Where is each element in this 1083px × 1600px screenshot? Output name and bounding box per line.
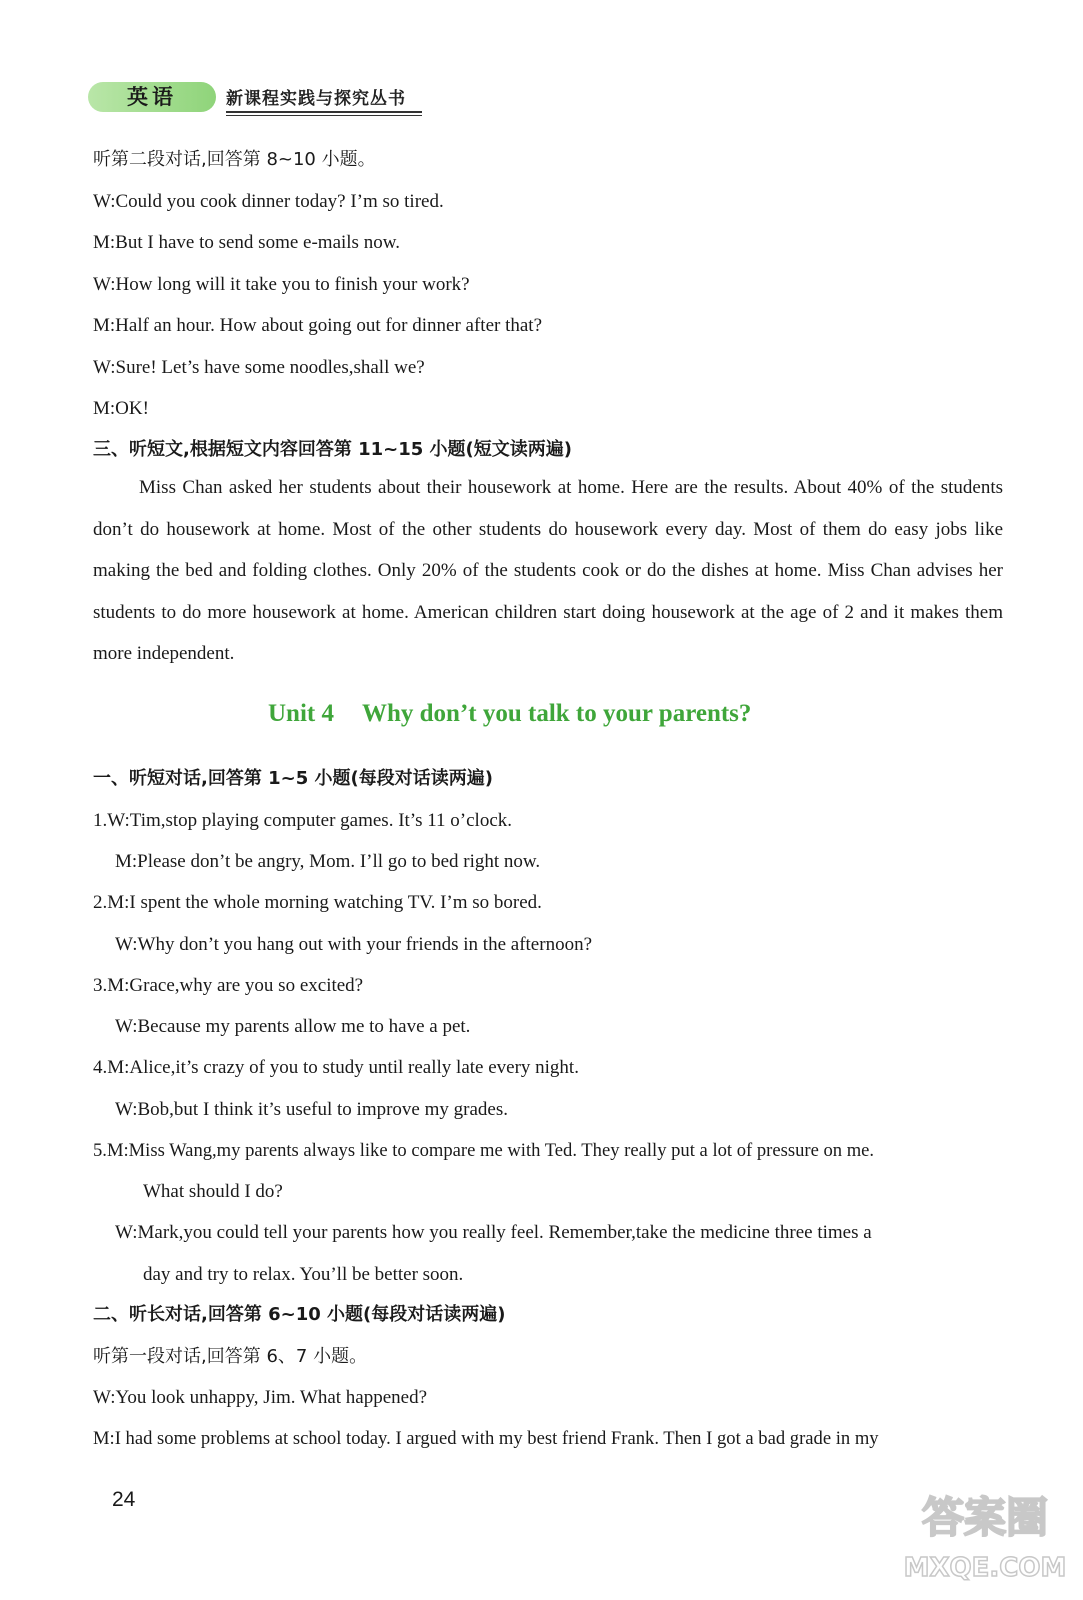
- dialogue-line: W:Mark,you could tell your parents how you really feel. Remember,take the medicine three times a: [115, 1222, 872, 1243]
- header-rule-thin: [226, 115, 422, 116]
- section-heading: 三、听短文,根据短文内容回答第 11~15 小题(短文读两遍): [93, 439, 573, 460]
- page-number: 24: [112, 1488, 136, 1511]
- dialogue-line: W:Because my parents allow me to have a pet.: [115, 1016, 471, 1037]
- header-rule: [226, 111, 422, 113]
- section-heading: 二、听长对话,回答第 6~10 小题(每段对话读两遍): [93, 1304, 506, 1325]
- passage: [93, 467, 1003, 675]
- dialogue-line: 2.M:I spent the whole morning watching TV. I’m so bored.: [93, 892, 542, 913]
- dialogue-line: 5.M:Miss Wang,my parents always like to compare me with Ted. They really put a lot of pressure on me.: [93, 1140, 875, 1161]
- dialogue-line: W:Why don’t you hang out with your friends in the afternoon?: [115, 934, 593, 955]
- subject-badge: 英语: [88, 82, 216, 112]
- unit-name: Why don’t you talk to your parents?: [361, 700, 752, 727]
- dialogue-line: W:Could you cook dinner today? I’m so tired.: [93, 191, 444, 212]
- dialogue-line: day and try to relax. You’ll be better soon.: [143, 1264, 464, 1285]
- dialogue-line: M:Please don’t be angry, Mom. I’ll go to bed right now.: [115, 851, 541, 872]
- passage-text: Miss Chan asked her students about their housework at home. Here are the results. About 40% of the students don’t do housework at home. Most of the other students do housework every day. Most of them do easy jobs like making the bed and folding clothes. Only 20% of the students cook or do the dishes at home. Miss Chan advises her students to do more housework at home. American children start doing housework at the age of 2 and it makes them more independent.: [93, 477, 1003, 664]
- section-instruction: 听第二段对话,回答第 8~10 小题。: [93, 149, 376, 170]
- dialogue-line: W:How long will it take you to finish your work?: [93, 274, 470, 295]
- dialogue-line: What should I do?: [143, 1181, 283, 1202]
- dialogue-line: M:OK!: [93, 398, 149, 419]
- series-title: 新课程实践与探究丛书: [226, 89, 406, 109]
- dialogue-line: M:Half an hour. How about going out for dinner after that?: [93, 315, 543, 336]
- dialogue-line: M:I had some problems at school today. I argued with my best friend Frank. Then I got a bad grade in my: [93, 1428, 879, 1449]
- dialogue-line: W:Sure! Let’s have some noodles,shall we?: [93, 357, 425, 378]
- dialogue-line: M:But I have to send some e-mails now.: [93, 232, 400, 253]
- watermark-text: 答案圈: [921, 1493, 1049, 1542]
- page-header: [88, 78, 428, 118]
- watermark-logo: [900, 1480, 1070, 1590]
- section-heading: 一、听短对话,回答第 1~5 小题(每段对话读两遍): [93, 768, 493, 789]
- dialogue-line: 1.W:Tim,stop playing computer games. It’s 11 o’clock.: [93, 810, 513, 831]
- watermark-domain: MXQE.COM: [903, 1553, 1067, 1583]
- dialogue-line: 3.M:Grace,why are you so excited?: [93, 975, 364, 996]
- unit-number: Unit 4: [268, 700, 334, 727]
- dialogue-line: 4.M:Alice,it’s crazy of you to study until really late every night.: [93, 1057, 579, 1078]
- dialogue-line: W:You look unhappy, Jim. What happened?: [93, 1387, 428, 1408]
- unit-title: [268, 700, 751, 728]
- section-instruction: 听第一段对话,回答第 6、7 小题。: [93, 1346, 368, 1367]
- dialogue-line: W:Bob,but I think it’s useful to improve my grades.: [115, 1099, 508, 1120]
